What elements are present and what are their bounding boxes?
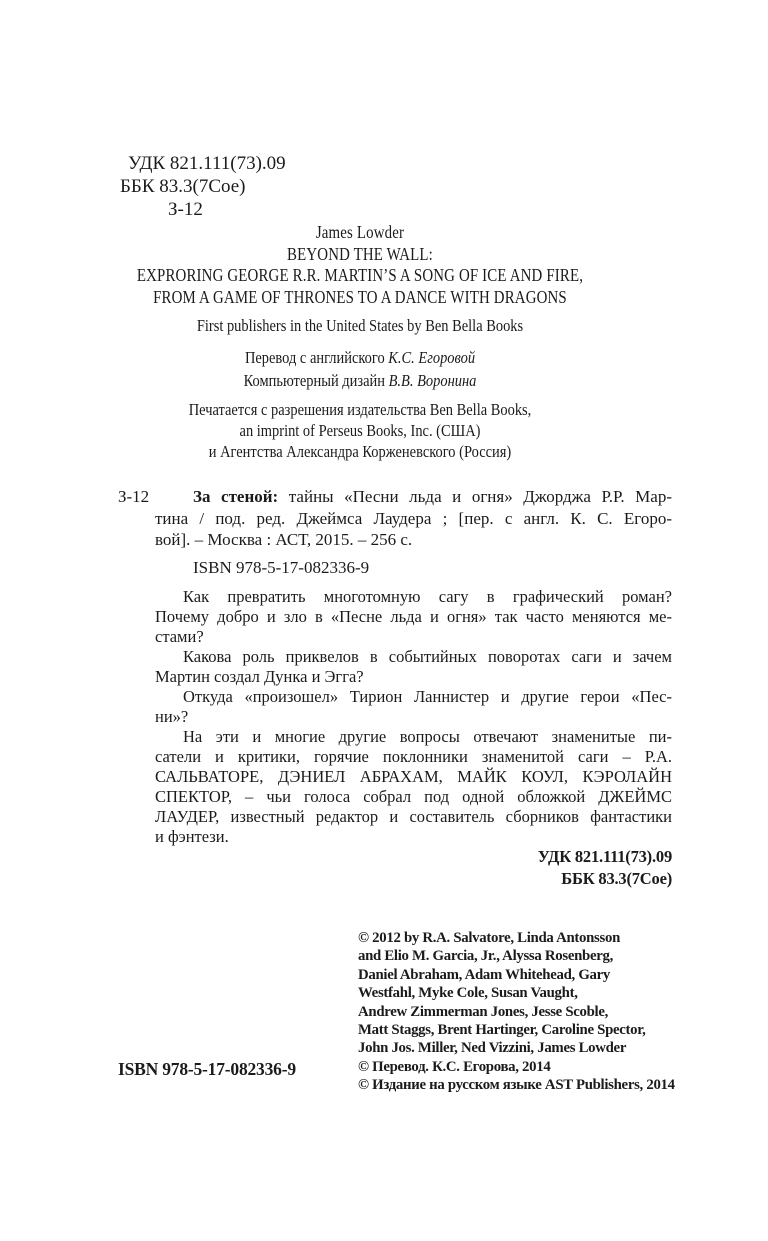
annotation-line: и фэнтези.: [155, 827, 229, 846]
designer-credit: [54, 370, 666, 393]
author-sign-entry: З-12: [118, 487, 150, 506]
annotation-line: САЛЬВАТОРЕ, ДЭНИЕЛ АБРАХАМ, МАЙК КОУЛ, КЭРОЛАЙН: [155, 767, 672, 786]
annotation-line: ни»?: [155, 707, 189, 726]
catalog-description: [155, 486, 672, 551]
bbk-code-bottom: ББК 83.3(7Сое): [561, 869, 672, 888]
catalog-card: [118, 486, 672, 578]
annotation: [155, 587, 672, 847]
copyright-line: © 2012 by R.A. Salvatore, Linda Antonsson: [358, 930, 621, 946]
translator-name: К.С. Егоровой: [388, 348, 476, 367]
original-author: James Lowder: [315, 222, 405, 242]
annotation-line: На эти и многие другие вопросы отвечают знаменитые пи-: [183, 727, 672, 746]
annotation-line: Откуда «произошел» Тирион Ланнистер и другие герои «Пес-: [183, 687, 672, 706]
original-title-block: [54, 222, 666, 308]
annotation-line: Как превратить многотомную сагу в графический роман?: [183, 587, 672, 606]
annotation-line: сатели и критики, горячие поклонники знаменитой саги – Р.А.: [155, 747, 672, 766]
copyright-line: © Перевод. К.С. Егорова, 2014: [358, 1058, 551, 1075]
author-sign-top: З-12: [168, 199, 203, 220]
permission-line-2: an imprint of Perseus Books, Inc. (США): [239, 421, 481, 440]
copyright-line: Daniel Abraham, Adam Whitehead, Gary: [358, 966, 611, 983]
designer-name: В.В. Воронина: [388, 370, 477, 390]
annotation-line: Почему добро и зло в «Песне льда и огня» так часто меняются ме-: [155, 607, 672, 626]
isbn-entry: ISBN 978-5-17-082336-9: [193, 557, 370, 577]
copyright-line: John Jos. Miller, Ned Vizzini, James Lowder: [358, 1040, 627, 1057]
copyright-line: Andrew Zimmerman Jones, Jesse Scoble,: [358, 1003, 609, 1020]
permission-note: [54, 399, 666, 462]
original-title-line-2: EXPRORING GEORGE R.R. MARTIN’S A SONG OF ICE AND FIRE,: [136, 265, 584, 285]
catalog-line-1-rest: тайны «Песни льда и огня» Джорджа Р.Р. Мар-: [278, 487, 672, 506]
copyright-line: Matt Staggs, Brent Hartinger, Caroline Spector,: [358, 1022, 646, 1039]
permission-line-3: и Агентства Александра Корженевского (Россия): [208, 442, 512, 461]
permission-line-1: Печатается с разрешения издательства Ben Bella Books,: [188, 400, 532, 419]
original-title-line-3: FROM A GAME OF THRONES TO A DANCE WITH DRAGONS: [153, 286, 567, 307]
original-title-line-1: BEYOND THE WALL:: [287, 243, 433, 264]
annotation-line: ЛАУДЕР, известный редактор и составитель сборников фантастики: [155, 807, 672, 826]
catalog-line-2: тина / под. ред. Джеймса Лаудера ; [пер. с англ. К. С. Егоро-: [155, 508, 672, 528]
udk-code-top: УДК 821.111(73).09: [128, 153, 286, 174]
annotation-line: Мартин создал Дунка и Эгга?: [155, 667, 364, 686]
translation-credits: [54, 347, 666, 392]
first-publisher-note: First publishers in the United States by Ben Bella Books: [196, 316, 524, 335]
catalog-line-1: [155, 486, 672, 508]
annotation-line: Какова роль приквелов в событийных поворотах саги и зачем: [183, 647, 672, 666]
copyright-line: and Elio M. Garcia, Jr., Alyssa Rosenberg,: [358, 948, 613, 965]
classification-bottom: [372, 846, 672, 890]
translator-credit: [54, 347, 666, 370]
classification-top: [120, 152, 286, 221]
book-title-bold: За стеной:: [193, 487, 279, 506]
copyright-block: [358, 929, 723, 1095]
catalog-line-3: вой]. – Москва : АСТ, 2015. – 256 с.: [155, 530, 413, 549]
translation-label: Перевод с английского: [244, 348, 389, 367]
copyright-line: Westfahl, Myke Cole, Susan Vaught,: [358, 985, 578, 1002]
design-label: Компьютерный дизайн: [243, 370, 389, 390]
copyright-line: © Издание на русском языке AST Publishers, 2014: [358, 1077, 675, 1094]
isbn-bottom: ISBN 978-5-17-082336-9: [118, 1059, 296, 1079]
udk-code-bottom: УДК 821.111(73).09: [537, 847, 672, 866]
annotation-line: стами?: [155, 627, 204, 646]
bbk-code-top: ББК 83.3(7Сое): [120, 176, 246, 197]
annotation-line: СПЕКТОР, – чьи голоса собрал под одной обложкой ДЖЕЙМС: [155, 787, 672, 806]
